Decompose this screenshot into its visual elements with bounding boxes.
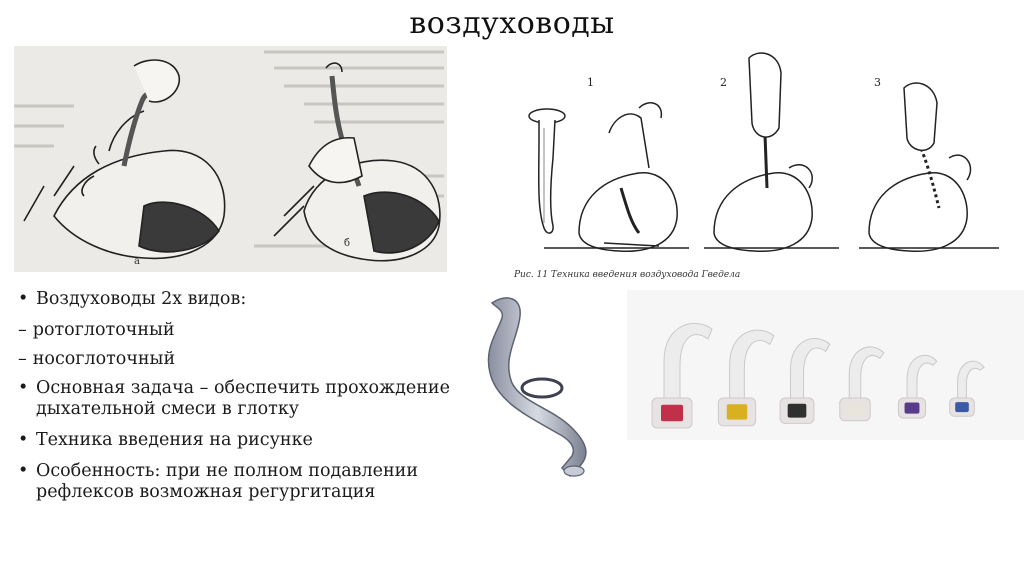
bullet-item: • Основная задача – обеспечить прохождение дыхательной смеси в глотку	[18, 378, 450, 419]
airway-size-2	[718, 330, 773, 426]
bullet-item: • Особенность: при не полном подавлении рефлексов возможная регургитация	[18, 461, 419, 502]
slide-title: воздуховоды	[409, 6, 615, 41]
airway-size-6	[950, 361, 984, 416]
airway-photo	[472, 288, 620, 488]
bullet-subitem: – носоглоточный	[18, 349, 176, 369]
airway-size-4	[840, 347, 884, 421]
airway-size-3	[780, 339, 830, 424]
heads-label-a: а	[134, 256, 140, 267]
guedel-technique-illustration	[509, 48, 1006, 280]
bullet-subitem: – ротоглоточный	[18, 320, 175, 340]
airway-insertion-illustration	[14, 46, 447, 272]
step-label-3: 3	[874, 76, 881, 89]
bullet-item: • Воздуховоды 2х видов:	[18, 289, 247, 309]
step-label-1: 1	[587, 76, 594, 89]
technique-caption: Рис. 11 Техника введения воздуховода Гведела	[514, 270, 741, 280]
heads-label-b: б	[344, 238, 351, 249]
bullet-list	[18, 289, 458, 513]
airway-size-5	[898, 355, 936, 418]
bullet-item: • Техника введения на рисунке	[18, 430, 313, 450]
airways-set-photo	[627, 290, 1024, 440]
step-label-2: 2	[720, 76, 727, 89]
airway-size-1	[652, 323, 712, 428]
